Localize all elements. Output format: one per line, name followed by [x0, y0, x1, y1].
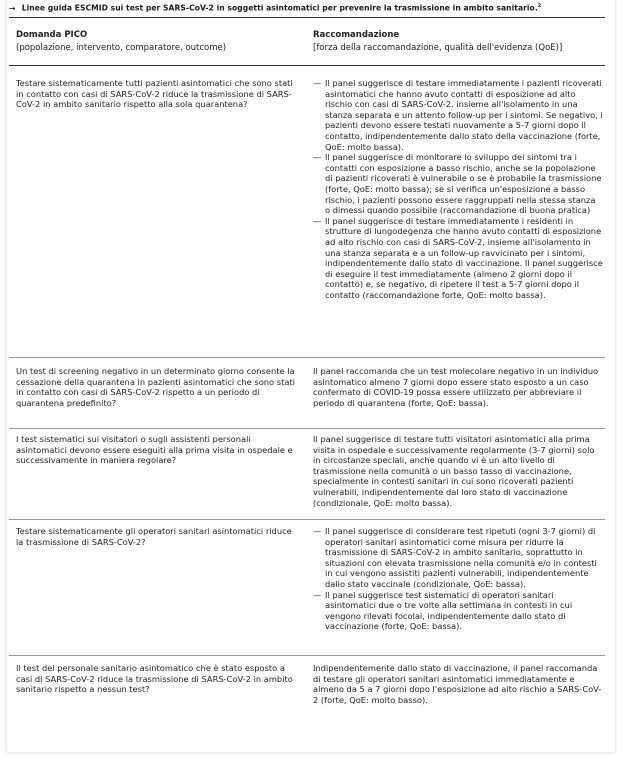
- bullet-text: Il panel suggerisce di monitorare lo sviluppo dei sintomi tra i contatti con esposizione a basso rischio, anche se la popolazione di pazienti ricoverati è vulnerabile o se è probabile la trasmissione (forte, QoE: molto bassa); se si verifica un'esposizione a basso rischio, i pazienti possono essere raggruppati nella stessa stanza o dimessi quando possibile (raccomandazione di buona pratica): [325, 152, 602, 216]
- column-header-recommendation: [313, 29, 603, 54]
- dash-icon: —: [313, 215, 322, 226]
- recommendation-bullet: [313, 152, 603, 216]
- recommendation-bullet: [313, 526, 603, 590]
- recommendation-cell: Il panel raccomanda che un test molecolare negativo in un individuo asintomatico almeno 7 giorni dopo essere stato esposto a un caso confermato di COVID-19 possa essere utilizzato per abbreviare il periodo di quarantena (forte, QoE: bassa).: [313, 366, 599, 408]
- recommendation-bullet: [313, 78, 603, 152]
- dash-icon: —: [313, 526, 322, 536]
- bullet-text: Il panel suggerisce di testare immediatamente i residenti in strutture di lungodegenza che hanno avuto contatti di esposizione ad alto rischio con casi di SARS-CoV-2, insieme all'isolamento in una stanza separata e a un follow-up ravvicinato per i sintomi, indipendentemente dallo stato di vaccinazione. Il panel suggerisce di eseguire il test immediatamente (almeno 2 giorni dopo il contatto) e, se negativo, di ripetere il test a 5-7 giorni dopo il contatto (raccomandazione forte, QoE: molto bassa).: [325, 215, 603, 300]
- pico-question: Testare sistematicamente tutti pazienti asintomatici che sono stati in contatto con casi di SARS-CoV-2 riduce la trasmissione di SARS-CoV-2 in ambito sanitario rispetto alla sola quarantena?: [16, 78, 293, 110]
- recommendation-header-subtitle: [forza della raccomandazione, qualità dell'evidenza (QoE)]: [313, 42, 563, 53]
- bullet-text: Il panel suggerisce di considerare test ripetuti (ogni 3-7 giorni) di operatori sanitari asintomatici come misura per ridurre la trasmissione di SARS-CoV-2 in ambito sanitario, soprattutto in situazioni con elevata trasmissione nella comunità e/o in contesti in cui vengono assistiti pazienti vulnerabili, indipendentemente dallo stato vaccinale (condizionale, QoE: bassa).: [325, 526, 597, 589]
- recommendation-cell: Il panel suggerisce di testare tutti visitatori asintomatici alla prima visita in ospedale e successivamente regolarmente (3-7 giorni) solo in circostanze speciali, anche quando vi è un alto livello di trasmissione nella comunità o un basso tasso di vaccinazione, specialmente in contesti sanitari in cui sono ricoverati pazienti vulnerabili, indipendentemente dal loro stato di vaccinazione (condizionale, QoE: molto bassa).: [313, 434, 595, 508]
- recommendation-cell: [313, 78, 603, 300]
- dash-icon: —: [313, 152, 322, 163]
- pico-header-title: Domanda PICO: [16, 30, 88, 40]
- row-divider: [9, 655, 605, 656]
- recommendation-cell: Indipendentemente dallo stato di vaccinazione, il panel raccomanda di testare gli operatori sanitari asintomatici immediatamente e almeno da 5 a 7 giorni dopo l'esposizione ad alto rischio a SARS-CoV-2 (forte, QoE: molto basso).: [313, 663, 602, 705]
- bullet-text: Il panel suggerisce test sistematici di operatori sanitari asintomatici due o tre volte alla settimana in contesti in cui vengono rilevati focolai, indipendentemente dallo stato di vaccinazione (forte, QoE: bassa).: [325, 589, 573, 632]
- dash-icon: —: [313, 589, 322, 600]
- top-rule: [9, 17, 605, 18]
- column-header-pico: [16, 29, 286, 54]
- dash-icon: —: [313, 78, 322, 88]
- recommendation-header-title: Raccomandazione: [313, 30, 400, 40]
- header-rule: [9, 65, 605, 66]
- table-title-text: Linee guida ESCMID sui test per SARS-CoV-2 in soggetti asintomatici per prevenire la trasmissione in ambito sanitario.: [21, 3, 538, 13]
- recommendation-cell: [313, 526, 603, 632]
- pico-question: Testare sistematicamente gli operatori sanitari asintomatici riduce la trasmissione di SARS-CoV-2?: [16, 526, 292, 547]
- table-title: [9, 3, 605, 13]
- row-divider: [9, 357, 605, 358]
- row-divider: [9, 428, 605, 429]
- row-divider: [9, 519, 605, 520]
- arrow-right-icon: →: [9, 3, 16, 13]
- recommendation-bullet: [313, 590, 603, 632]
- pico-question: I test sistematici sui visitatori o sugli assistenti personali asintomatici devono essere eseguiti alla prima visita in ospedale e successivamente in maniera regolare?: [16, 434, 293, 466]
- recommendation-bullet: [313, 216, 603, 301]
- pico-question: Il test del personale sanitario asintomatico che è stato esposto a casi di SARS-CoV-2 riduce la trasmissione di SARS-CoV-2 in ambito sanitario rispetto a nessun test?: [16, 663, 293, 695]
- title-reference: 2: [537, 3, 542, 9]
- pico-header-subtitle: (popolazione, intervento, comparatore, outcome): [16, 42, 227, 53]
- pico-question: Un test di screening negativo in un determinato giorno consente la cessazione della quarantena in pazienti asintomatici che sono stati in contatto con casi di SARS-CoV-2 rispetto a un periodo di quarantena predefinito?: [16, 366, 295, 408]
- bullet-text: Il panel suggerisce di testare immediatamente i pazienti ricoverati asintomatici che hanno avuto contatti di esposizione ad alto rischio con casi di SARS-CoV-2, insieme all'isolamento in una stanza separata e un attento follow-up per i sintomi. Se negativo, i pazienti devono essere testati nuovamente a 5-7 giorni dopo il contatto, indipendentemente dallo stato della vaccinazione (forte, QoE: molto bassa).: [325, 78, 603, 152]
